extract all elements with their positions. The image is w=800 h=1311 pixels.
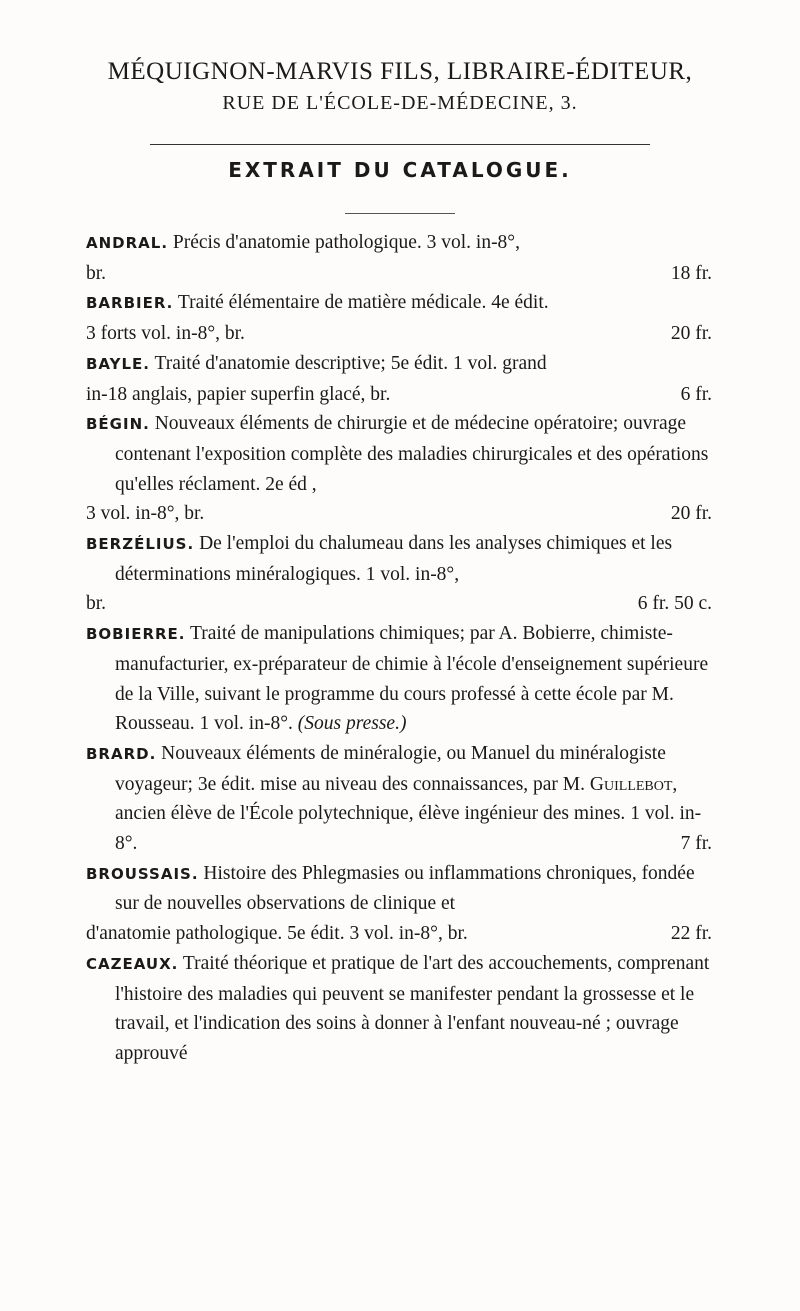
entry-author: BRARD. (86, 744, 157, 763)
catalogue-entry-andral: ANDRAL. Précis d'anatomie pathologique. 3 vol. in-8°, br. 18 fr. (86, 228, 716, 288)
entry-format: 1 vol. in-8°. (199, 713, 293, 735)
entry-author: BROUSSAIS. (86, 864, 199, 883)
entry-contributor: Guillebot (589, 773, 673, 795)
catalogue-entry-cazeaux (86, 949, 716, 1069)
entry-price: 20 fr. (670, 323, 712, 345)
entry-author: CAZEAUX. (86, 954, 179, 973)
catalogue-entry-brard (86, 739, 716, 859)
entry-price: 18 fr. (670, 262, 712, 284)
entry-text: Précis d'anatomie pathologique. 3 vol. in-8°, (172, 232, 520, 253)
entry-price: 20 fr. (670, 503, 712, 525)
header-divider (150, 144, 650, 145)
entry-text: Nouveaux éléments de chirurgie et de médecine opératoire; ouvrage contenant l'exposition complète des maladies chirurgicales et des opérations qu'elles réclament. 2e éd , (115, 413, 709, 495)
publisher-header: MÉQUIGNON-MARVIS FILS, LIBRAIRE-ÉDITEUR, (107, 58, 693, 85)
entry-text: Nouveaux éléments de minéralogie, ou Manuel du minéralogiste voyageur; 3e édit. mise au niveau des connaissances, par M. (115, 742, 666, 795)
catalogue-entry-begin (86, 409, 716, 529)
catalogue-entries (86, 228, 716, 1069)
entry-format: in-18 anglais, papier superfin glacé, br. (86, 383, 391, 405)
entry-author: BAYLE. (86, 354, 150, 373)
entry-price: 7 fr. (680, 833, 712, 855)
catalogue-entry-bobierre (86, 619, 716, 739)
title-divider (345, 213, 455, 214)
entry-format: 3 forts vol. in-8°, br. (86, 323, 245, 345)
entry-author: BERZÉLIUS. (86, 535, 195, 554)
catalogue-entry-barbier (86, 288, 716, 348)
catalogue-entry-broussais (86, 859, 716, 949)
entry-format: 3 vol. in-8°, br. (86, 503, 205, 525)
entry-author: BARBIER. (86, 294, 174, 313)
entry-text: Traité d'anatomie descriptive; 5e édit. 1 vol. grand (154, 352, 547, 374)
catalogue-entry-bayle (86, 349, 716, 409)
entry-text: Traité de manipulations chimiques; par A. Bobierre, chimiste-manufacturier, ex-préparateur de chimie à l'école d'enseignement supérieure de la Ville, suivant le programme du cours professé à cette école par M. Rousseau. (115, 623, 709, 735)
publisher-address: RUE DE L'ÉCOLE-DE-MÉDECINE, 3. (222, 92, 578, 114)
entry-price: 22 fr. (670, 923, 712, 945)
entry-text-continued: , ancien élève de l'École polytechnique, élève ingénieur des mines. (115, 773, 678, 825)
entry-text: De l'emploi du chalumeau dans les analyses chimiques et les déterminations minéralogiques. 1 vol. in-8°, (115, 533, 673, 585)
entry-author: ANDRAL. (86, 234, 169, 252)
entry-price: 6 fr. (680, 383, 712, 405)
catalogue-entry-berzelius: BERZÉLIUS. De l'emploi du chalumeau dans les analyses chimiques et les déterminations minéralogiques. 1 vol. in-8°, br. 6 fr. 50 c. (86, 529, 716, 619)
entry-format: d'anatomie pathologique. 5e édit. 3 vol. in-8°, br. (86, 923, 468, 945)
entry-format: 1 vol. in-8°. (115, 803, 702, 855)
entry-author: BÉGIN. (86, 415, 150, 434)
section-title: EXTRAIT DU CATALOGUE. (228, 158, 572, 182)
entry-text: Traité élémentaire de matière médicale. 4e édit. (177, 292, 549, 314)
entry-author: BOBIERRE. (86, 625, 186, 644)
entry-price: 6 fr. 50 c. (637, 593, 712, 615)
entry-note: (Sous presse.) (297, 713, 407, 735)
entry-text: Histoire des Phlegmasies ou inflammations chroniques, fondée sur de nouvelles observations de clinique et (115, 862, 695, 915)
entry-text: Traité théorique et pratique de l'art des accouchements, comprenant l'histoire des maladies qui peuvent se manifester pendant la grossesse et le travail, et l'indication des soins à donner à l'enfant nouveau-né ; ouvrage approuvé (115, 952, 710, 1064)
